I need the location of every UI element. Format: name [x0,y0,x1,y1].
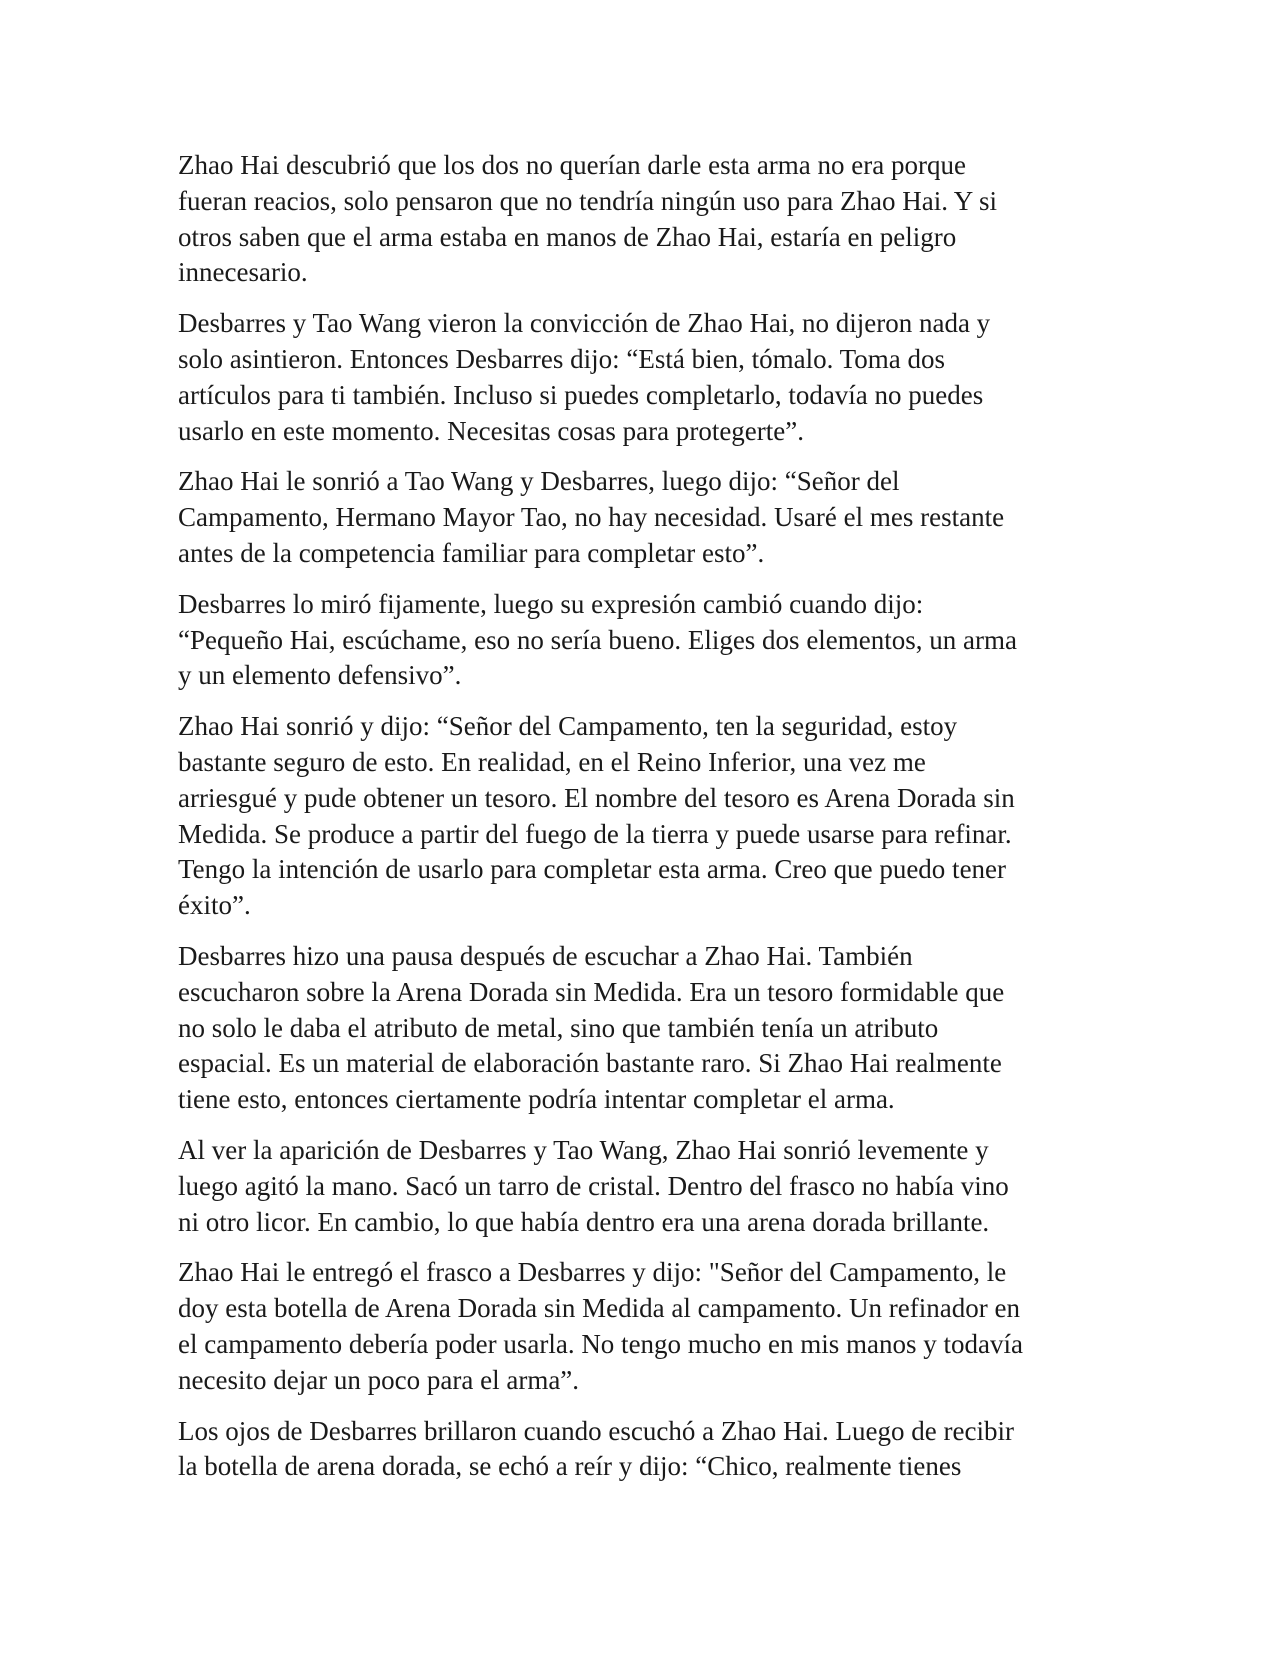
paragraph-4 [178,587,1098,694]
text-line: antes de la competencia familiar para completar esto”. [178,537,765,568]
text-line: Tengo la intención de usarlo para completar esta arma. Creo que puedo tener [178,854,1007,885]
text-line: Campamento, Hermano Mayor Tao, no hay necesidad. Usaré el mes restante [178,502,1005,533]
text-line: ni otro licor. En cambio, lo que había dentro era una arena dorada brillante. [178,1206,990,1237]
text-line: luego agitó la mano. Sacó un tarro de cristal. Dentro del frasco no había vino [178,1170,1009,1201]
text-line: y un elemento defensivo”. [178,660,462,691]
text-line: escucharon sobre la Arena Dorada sin Medida. Era un tesoro formidable que [178,976,1005,1007]
text-line: Al ver la aparición de Desbarres y Tao Wang, Zhao Hai sonrió levemente y [178,1134,989,1165]
text-line: innecesario. [178,257,308,288]
text-line: éxito”. [178,890,251,921]
document-body [178,148,1098,1500]
text-line: la botella de arena dorada, se echó a reír y dijo: “Chico, realmente tienes [178,1451,962,1482]
text-line: Zhao Hai sonrió y dijo: “Señor del Campamento, ten la seguridad, estoy [178,711,958,742]
paragraph-3 [178,464,1098,571]
paragraph-8 [178,1255,1098,1398]
text-line: no solo le daba el atributo de metal, sino que también tenía un atributo [178,1012,939,1043]
text-line: Medida. Se produce a partir del fuego de la tierra y puede usarse para refinar. [178,818,1012,849]
text-line: espacial. Es un material de elaboración bastante raro. Si Zhao Hai realmente [178,1048,1002,1079]
text-line: Desbarres hizo una pausa después de escuchar a Zhao Hai. También [178,940,913,971]
text-line: “Pequeño Hai, escúchame, eso no sería bueno. Eliges dos elementos, un arma [178,624,1017,655]
text-line: bastante seguro de esto. En realidad, en el Reino Inferior, una vez me [178,746,926,777]
text-line: tiene esto, entonces ciertamente podría intentar completar el arma. [178,1084,895,1115]
text-line: fueran reacios, solo pensaron que no tendría ningún uso para Zhao Hai. Y si [178,185,998,216]
paragraph-7 [178,1133,1098,1240]
paragraph-9 [178,1414,1098,1486]
text-line: necesito dejar un poco para el arma”. [178,1364,580,1395]
text-line: arriesgué y pude obtener un tesoro. El nombre del tesoro es Arena Dorada sin [178,782,1015,813]
text-line: Los ojos de Desbarres brillaron cuando escuchó a Zhao Hai. Luego de recibir [178,1415,1014,1446]
text-line: Desbarres y Tao Wang vieron la convicción de Zhao Hai, no dijeron nada y [178,308,991,339]
text-line: otros saben que el arma estaba en manos de Zhao Hai, estaría en peligro [178,221,957,252]
text-line: Zhao Hai le entregó el frasco a Desbarres y dijo: "Señor del Campamento, le [178,1257,1007,1288]
paragraph-5 [178,709,1098,924]
text-line: Zhao Hai le sonrió a Tao Wang y Desbarres, luego dijo: “Señor del [178,466,900,497]
paragraph-2 [178,306,1098,449]
text-line: usarlo en este momento. Necesitas cosas para protegerte”. [178,415,804,446]
paragraph-6 [178,939,1098,1118]
text-line: el campamento debería poder usarla. No tengo mucho en mis manos y todavía [178,1328,1023,1359]
paragraph-1 [178,148,1098,291]
text-line: Desbarres lo miró fijamente, luego su expresión cambió cuando dijo: [178,588,924,619]
text-line: Zhao Hai descubrió que los dos no querían darle esta arma no era porque [178,150,966,180]
text-line: solo asintieron. Entonces Desbarres dijo: “Está bien, tómalo. Toma dos [178,343,945,374]
text-line: artículos para ti también. Incluso si puedes completarlo, todavía no puedes [178,379,984,410]
text-line: doy esta botella de Arena Dorada sin Medida al campamento. Un refinador en [178,1293,1020,1324]
